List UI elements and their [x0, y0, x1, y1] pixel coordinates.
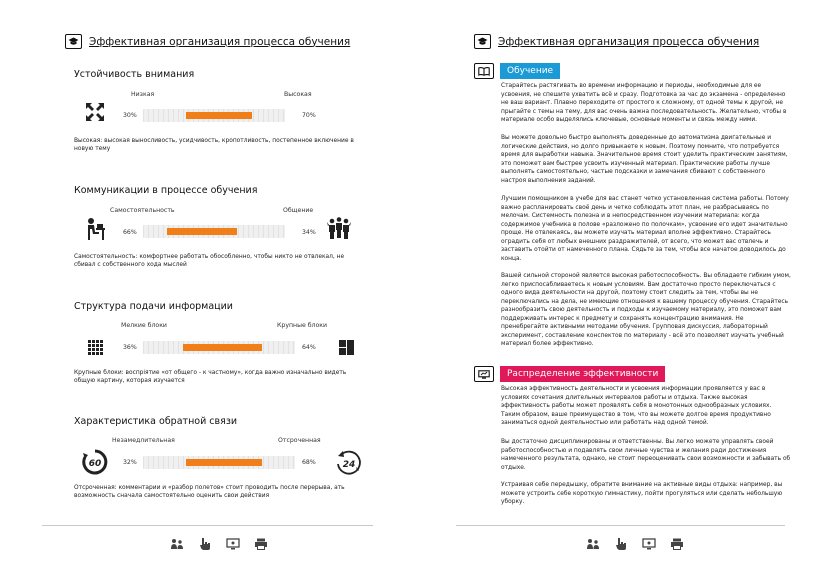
monitor-icon	[474, 366, 494, 382]
people-icon[interactable]	[170, 537, 184, 551]
section-title: Устойчивость внимания	[74, 69, 195, 80]
scale-track	[143, 456, 295, 469]
printer-icon[interactable]	[670, 537, 684, 551]
scale-fill	[183, 344, 262, 351]
printer-icon[interactable]	[254, 537, 268, 551]
monitor-icon[interactable]	[226, 537, 240, 551]
paragraph: Вашей сильной стороной является высокая работоспособность. Вы обладаете гибким умом, легко приспосабливаетесь к новым условиям. Вам достаточно просто переключаться с одного вида деятельности на другой, поэтому стоит следить за тем, чтобы вы не переключались на дела, не имеющие отношения к вашему процессу обучения. Старайтесь разнообразить свою деятельность и подходы к изучаемому материалу, это поможет вам поддерживать интерес к предмету и сохранять концентрацию внимания. Не пренебрегайте активными методами обучения. Групповая дискуссия, лабораторный эксперимент, составление конспектов по материалу - всё это позволяет изучать учебный материал более эффективно.	[501, 273, 791, 347]
paragraph: Высокая эффективность деятельности и усвоения информации проявляется у вас в условиях сочетания длительных интервалов работы и отдыха. Также высокая эффективность работы может проявлять себя в монотонных однообразных условиях. Таким образом, ваше преимущество в том, что вы можете долгое время продуктивно заниматься одной деятельностью или работать над одной темой.	[501, 386, 772, 426]
scale-track	[143, 109, 285, 122]
people-icon[interactable]	[586, 537, 600, 551]
paragraph: Устраивая себе передышку, обратите внимание на активные виды отдыха: например, вы можете устроить себе короткую гимнастику, пойти прогуляться или сделать небольшую уборку.	[501, 482, 783, 505]
section-description: Самостоятельность: комфортнее работать обособленно, чтобы никто не отвлекал, не сбивал с собственного хода мыслей	[74, 254, 345, 269]
section-badge: Обучение	[500, 63, 560, 79]
footer-icons	[170, 537, 268, 551]
large-blocks-icon	[339, 340, 354, 359]
percent-left: 36%	[123, 344, 137, 351]
book-icon	[474, 63, 494, 79]
clock-24h-icon	[336, 450, 362, 480]
scale-label-left: Низкая	[131, 91, 155, 98]
person-at-desk-icon	[84, 217, 106, 245]
footer-divider	[42, 525, 373, 526]
scale-label-left: Незамедлительная	[112, 437, 175, 444]
section-title: Характеристика обратной связи	[74, 416, 238, 427]
percent-left: 32%	[123, 459, 137, 466]
grid-dots-icon	[88, 340, 103, 359]
scale-label-left: Мелкие блоки	[121, 322, 167, 329]
percent-right: 64%	[302, 344, 316, 351]
scale-label-right: Отсроченная	[278, 437, 321, 444]
page-right	[414, 0, 827, 585]
page-title: Эффективная организация процесса обучения	[89, 35, 351, 48]
svg-text:24: 24	[342, 460, 356, 470]
scale-track	[143, 341, 295, 354]
section-description: Отсроченная: комментарии и «разбор полетов» стоит проводить после перерыва, ать возможность сначала самостоятельно оценить свои действия	[74, 485, 345, 500]
graduation-cap-icon	[474, 34, 491, 49]
percent-left: 66%	[123, 229, 137, 236]
percent-right: 34%	[302, 229, 316, 236]
scale-label-right: Крупные блоки	[277, 322, 328, 329]
timer-60-icon	[82, 449, 108, 479]
section-title: Коммуникации в процессе обучения	[74, 185, 258, 196]
scale-track	[143, 225, 285, 238]
section-badge: Распределение эффективности	[500, 366, 665, 382]
section-description: Высокая: высокая выносливость, усидчивость, кропотливость, постепенное включение в новую тему	[74, 138, 354, 153]
pointer-icon[interactable]	[198, 537, 212, 551]
scale-label-right: Общение	[283, 207, 314, 214]
page-title: Эффективная организация процесса обучения	[498, 35, 760, 48]
crowd-icon	[327, 216, 351, 244]
page-header	[65, 34, 350, 49]
footer-icons	[586, 537, 684, 551]
section-title: Структура подачи информации	[74, 301, 233, 312]
paragraph: Лучшим помощником в учебе для вас станет четко установленная система работы. Потому важно распланировать своё день и четко соблюдать этот план, не разбрасываясь по мелочам. Системность полезна и в непосредственном изучении материала: когда содержимое учебника в полове «разложено по полочкам», усвоение его идет значительно проще. Не отвлекаясь, вы можете изучать материал вполне эффективно. Старайтесь оградить себя от любых внешних раздражителей, от всего, что может вас отвлечь и заставить отойти от намеченного плана. Сядьте за тем, чтобы все начатое доводилось до конца.	[501, 196, 789, 262]
scale-label-right: Высокая	[284, 91, 312, 98]
page-left	[0, 0, 413, 585]
monitor-icon[interactable]	[642, 537, 656, 551]
percent-left: 30%	[123, 112, 137, 119]
svg-text:60: 60	[88, 459, 102, 469]
scale-fill	[167, 228, 237, 235]
arrows-inward-icon	[85, 102, 105, 126]
scale-fill	[186, 459, 262, 466]
paragraph: Вы достаточно дисциплинированы и ответственны. Вы легко можете управлять своей работоспособностью и подавлять свои личные чувства и желания ради достижения намеченного результата, однако, не стоит переоценивать свои возможности и забывать об отдыхе.	[501, 439, 791, 471]
percent-right: 70%	[302, 112, 316, 119]
percent-right: 68%	[302, 459, 316, 466]
section-description: Крупные блоки: воспріятие «от общего - к частному», когда важно изначально видеть общую картину, которая изучается	[74, 370, 347, 385]
graduation-cap-icon	[65, 34, 82, 49]
scale-label-left: Самостоятельность	[110, 207, 175, 214]
paragraph: Старайтесь растягивать во времени информацию и периоды, необходимые для ее усвоения, не спешите ухватить всё и сразу. Подготовка за час до экзамена - определенно не ваш вариант. Плавно переходите от простого к сложному, от одной темы к другой, не прыгайте с темы на тему, для вас очень важна последовательность. Желательно, чтобы в материале особо выделялись ключевые, основные моменты и связь между ними.	[501, 83, 787, 123]
svg-text:h: h	[356, 467, 360, 473]
page-header	[474, 34, 759, 49]
pointer-icon[interactable]	[614, 537, 628, 551]
paragraph: Вы можете довольно быстро выполнять доведенные до автоматизма двигательные и логические действия, но долго привыкаете к новым. Поэтому помните, что потребуется время для выработки навыка. Значительное время стоит уделить практическим занятиям, это поможет вам быстрее усвоить изученный материал. Практические работы лучше выполнять самостоятельно, частые подсказки и замечания сбивают с собственного настроя выполнения заданий.	[501, 135, 788, 184]
footer-divider	[456, 525, 785, 526]
section-heading	[474, 63, 560, 79]
section-heading	[474, 366, 665, 382]
scale-fill	[186, 112, 253, 119]
